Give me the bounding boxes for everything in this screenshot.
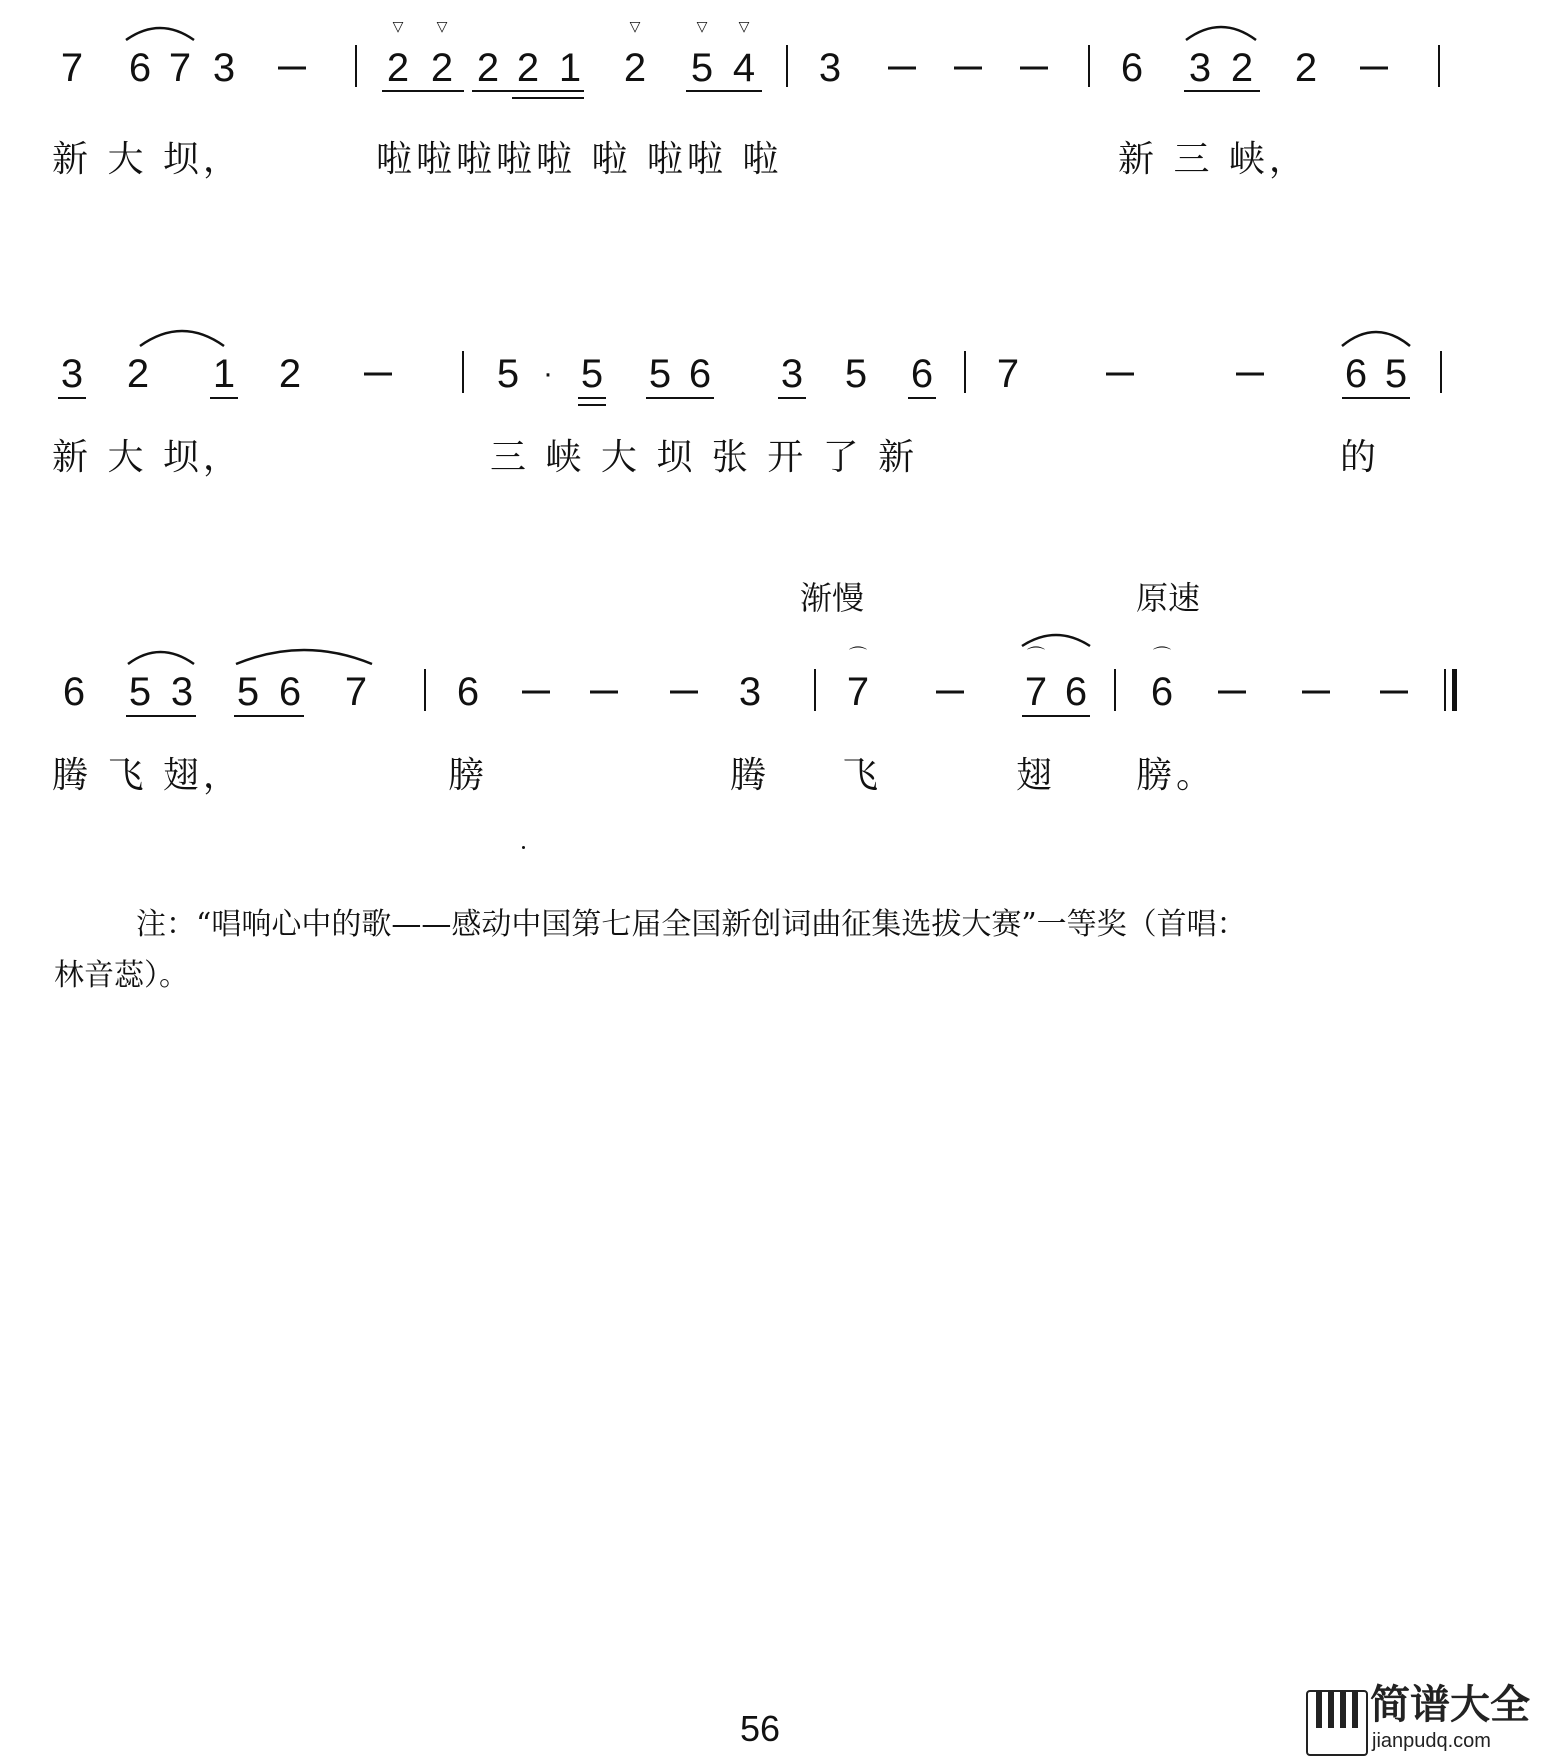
lyric: 翅 [1016, 755, 1057, 796]
watermark-logo [1306, 1682, 1534, 1756]
slur [126, 28, 194, 40]
note: 3 [212, 46, 236, 90]
note: 2 [278, 352, 302, 396]
tempo-mark-ritardando: 渐慢 [800, 579, 865, 617]
tempo-mark-a-tempo: 原速 [1136, 579, 1201, 617]
note: 3 [1188, 46, 1212, 90]
watermark-title: 简谱大全 [1370, 1682, 1530, 1728]
lyric: 新 大 坝， [52, 139, 243, 180]
note: 6 [278, 670, 302, 714]
note: 6 [62, 670, 86, 714]
dot: · [543, 357, 553, 390]
note: 6 [456, 670, 480, 714]
slur [1186, 27, 1256, 40]
note: 6 [1150, 670, 1174, 714]
watermark-url: jianpudq.com [1372, 1730, 1491, 1752]
note: 6 [910, 352, 934, 396]
note: 6 [1064, 670, 1088, 714]
note: 7 [1024, 670, 1048, 714]
note: 7 [344, 670, 368, 714]
lyric: 啦啦啦啦啦 啦 啦啦 啦 [376, 139, 783, 180]
slur [236, 650, 372, 664]
fermata-icon: ⌒ [1153, 646, 1171, 667]
accent-mark: ▽ [392, 19, 404, 35]
note: 4 [732, 46, 756, 90]
note: 6 [688, 352, 712, 396]
accent-mark: ▽ [629, 19, 641, 35]
slur [1022, 635, 1090, 646]
note: 5 [236, 670, 260, 714]
note: 7 [60, 46, 84, 90]
lyric: 新 大 坝， [52, 437, 243, 478]
note: 5 [580, 352, 604, 396]
note: 2 [516, 46, 540, 90]
note: 1 [558, 46, 582, 90]
note: 2 [476, 46, 500, 90]
note: 5 [648, 352, 672, 396]
note: 6 [128, 46, 152, 90]
lyric: 新 三 峡， [1118, 139, 1309, 180]
accent-mark: ▽ [696, 19, 708, 35]
note: 7 [168, 46, 192, 90]
footnote-line-2: 林音蕊）。 [54, 958, 189, 993]
note: 5 [690, 46, 714, 90]
lyric: 腾 飞 翅， [52, 755, 243, 796]
note: 6 [1120, 46, 1144, 90]
note: 5 [128, 670, 152, 714]
slur [1342, 332, 1410, 346]
lyric: 的 [1340, 437, 1381, 478]
footnote-line-1: 注：“唱响心中的歌——感动中国第七届全国新创词曲征集选拔大赛”一等奖（首唱： [136, 907, 1247, 942]
note: 1 [212, 352, 236, 396]
note: 5 [844, 352, 868, 396]
lyric: 三 峡 大 坝 张 开 了 新 [490, 437, 919, 478]
fermata-icon: ⌒ [849, 646, 867, 667]
lyric: 膀。 [1136, 755, 1217, 796]
lyric: 飞 [842, 755, 883, 796]
note: 3 [818, 46, 842, 90]
fermata-icon: ⌒ [1027, 646, 1045, 667]
page-number: 56 [740, 1708, 781, 1749]
lyric: 膀 [448, 755, 489, 796]
slur [140, 331, 224, 346]
note: 5 [496, 352, 520, 396]
note: 3 [170, 670, 194, 714]
note: 2 [126, 352, 150, 396]
note: 7 [846, 670, 870, 714]
note: 3 [738, 670, 762, 714]
piano-icon [1306, 1690, 1368, 1756]
slur [128, 652, 194, 664]
note: 2 [386, 46, 410, 90]
note: 6 [1344, 352, 1368, 396]
accent-mark: ▽ [436, 19, 448, 35]
note: 2 [623, 46, 647, 90]
note: 2 [430, 46, 454, 90]
note: 2 [1294, 46, 1318, 90]
note: 3 [780, 352, 804, 396]
lyric: 腾 [730, 755, 771, 796]
note: 7 [996, 352, 1020, 396]
note: 2 [1230, 46, 1254, 90]
note: 5 [1384, 352, 1408, 396]
accent-mark: ▽ [738, 19, 750, 35]
note: 3 [60, 352, 84, 396]
